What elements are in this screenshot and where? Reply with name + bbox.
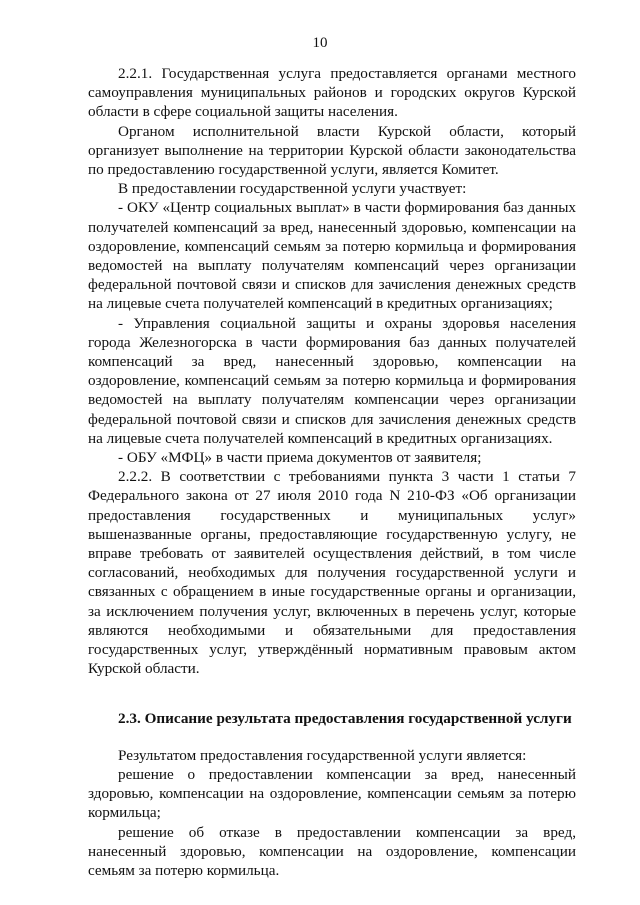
list-item-oku-csv: - ОКУ «Центр социальных выплат» в части формирования баз данных получателей компенсаций за вред, нанесенный здоровью, компенсации на оздоровление, компенсаций семьям за потерю кормильца и формирования ведомостей на выплату получателям компенсаций через организации федеральной почтовой связи и списков для зачисления денежных средств на лицевые счета получателей компенсаций в кредитных организациях; xyxy=(88,199,576,313)
paragraph-result-grant: решение о предоставлении компенсации за вред, нанесенный здоровью, компенсации на оздоровление, компенсации семьям за потерю кормильца; xyxy=(88,765,576,822)
paragraph-executive-body: Органом исполнительной власти Курской области, который организует выполнение на территории Курской области законодательства по предоставлению государственной услуги, является Комитет. xyxy=(88,122,576,179)
page-number: 10 xyxy=(312,35,328,51)
paragraph-2-2-2: 2.2.2. В соответствии с требованиями пункта 3 части 1 статьи 7 Федерального закона от 27 июля 2010 года N 210-ФЗ «Об организации предоставления государственных и муниципальных услуг» вышеназванные органы, предоставляющие государственную услугу, не вправе требовать от заявителей осуществления действий, в том числе согласований, необходимых для получения государственной услуги и связанных с обращением в иные государственные органы и организации, за исключением получения услуг, включенных в перечень услуг, которые являются необходимыми и обязательными для предоставления государственных услуг, утверждённый нормативным правовым актом Курской области. xyxy=(88,468,576,678)
list-item-uszn-zheleznogorsk: - Управления социальной защиты и охраны здоровья населения города Железногорска в части формирования баз данных получателей компенсаций за вред, нанесенный здоровью, компенсации на оздоровление, компенсаций семьям за потерю кормильца и формирования ведомостей на выплату получателям компенсации через организации федеральной почтовой связи и списков для зачисления денежных средств на лицевые счета получателей компенсаций в кредитных организациях. xyxy=(88,314,576,447)
list-item-obu-mfc: - ОБУ «МФЦ» в части приема документов от заявителя; xyxy=(118,449,482,467)
section-heading-2-3: 2.3. Описание результата предоставления государственной услуги xyxy=(118,709,572,727)
paragraph-result-intro: Результатом предоставления государственной услуги является: xyxy=(118,746,527,764)
document-body xyxy=(88,64,576,880)
paragraph-2-2-1: 2.2.1. Государственная услуга предоставляется органами местного самоуправления муниципальных районов и городских округов Курской области в сфере социальной защиты населения. xyxy=(88,65,576,121)
paragraph-result-refusal: решение об отказе в предоставлении компенсации за вред, нанесенный здоровью, компенсации на оздоровление, компенсации семьям за потерю кормильца. xyxy=(88,823,576,879)
paragraph-participants-intro: В предоставлении государственной услуги участвует: xyxy=(118,180,467,198)
